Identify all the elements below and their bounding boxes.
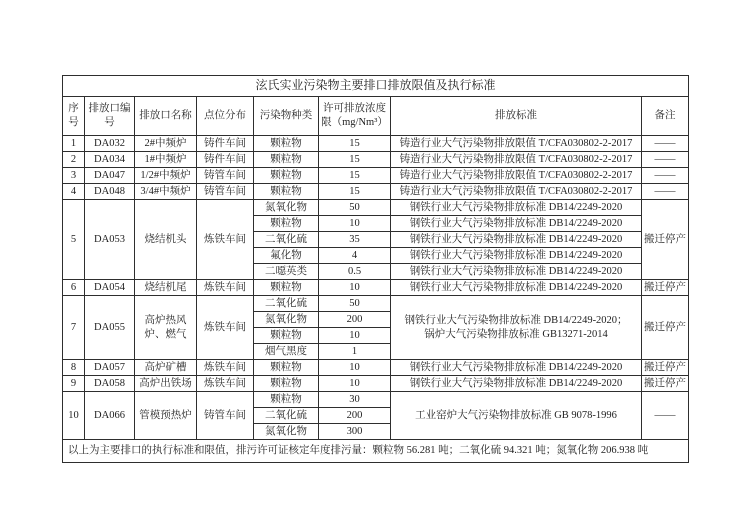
- cell-pollutant: 氮氧化物: [254, 200, 319, 216]
- cell-outlet-name: 烧结机尾: [135, 280, 197, 296]
- cell-pollutant: 颗粒物: [254, 392, 319, 408]
- cell-pollutant: 氟化物: [254, 248, 319, 264]
- cell-outlet-code: DA058: [85, 376, 135, 392]
- cell-outlet-name: 高炉热风炉、燃气: [135, 296, 197, 360]
- cell-location: 炼铁车间: [197, 296, 254, 360]
- cell-location: 炼铁车间: [197, 376, 254, 392]
- cell-seq: 9: [63, 376, 85, 392]
- cell-location: 铸件车间: [197, 136, 254, 152]
- cell-pollutant: 颗粒物: [254, 216, 319, 232]
- table-row: [63, 392, 689, 408]
- cell-standard: 钢铁行业大气污染物排放标准 DB14/2249-2020: [391, 200, 642, 216]
- cell-outlet-code: DA053: [85, 200, 135, 280]
- cell-pollutant: 二氧化硫: [254, 296, 319, 312]
- cell-pollutant: 二氧化硫: [254, 408, 319, 424]
- header-outlet-name: 排放口名称: [135, 97, 197, 136]
- cell-outlet-code: DA032: [85, 136, 135, 152]
- footer-note: 以上为主要排口的执行标准和限值，排污许可证核定年度排污量：颗粒物 56.281 吨；二氧化硫 94.321 吨；氮氧化物 206.938 吨: [63, 440, 689, 463]
- table-row: [63, 296, 689, 312]
- cell-limit: 200: [319, 408, 391, 424]
- cell-seq: 7: [63, 296, 85, 360]
- cell-standard: 钢铁行业大气污染物排放标准 DB14/2249-2020: [391, 232, 642, 248]
- header-remark: 备注: [642, 97, 689, 136]
- cell-seq: 5: [63, 200, 85, 280]
- cell-pollutant: 颗粒物: [254, 136, 319, 152]
- cell-outlet-name: 高炉矿槽: [135, 360, 197, 376]
- cell-outlet-name: 高炉出铁场: [135, 376, 197, 392]
- cell-seq: 1: [63, 136, 85, 152]
- cell-remark: 搬迁停产: [642, 296, 689, 360]
- header-location: 点位分布: [197, 97, 254, 136]
- cell-outlet-name: 1/2#中频炉: [135, 168, 197, 184]
- cell-outlet-name: 3/4#中频炉: [135, 184, 197, 200]
- cell-standard: 钢铁行业大气污染物排放标准 DB14/2249-2020: [391, 248, 642, 264]
- cell-limit: 35: [319, 232, 391, 248]
- table-row: [63, 360, 689, 376]
- cell-pollutant: 颗粒物: [254, 376, 319, 392]
- cell-standard: 工业窑炉大气污染物排放标准 GB 9078-1996: [391, 392, 642, 440]
- header-limit: 许可排放浓度限（mg/Nm³）: [319, 97, 391, 136]
- cell-seq: 6: [63, 280, 85, 296]
- cell-seq: 2: [63, 152, 85, 168]
- header-standard: 排放标准: [391, 97, 642, 136]
- cell-outlet-code: DA055: [85, 296, 135, 360]
- cell-pollutant: 二氧化硫: [254, 232, 319, 248]
- cell-limit: 15: [319, 184, 391, 200]
- cell-limit: 30: [319, 392, 391, 408]
- cell-limit: 0.5: [319, 264, 391, 280]
- cell-standard: [391, 296, 642, 360]
- cell-remark: ——: [642, 136, 689, 152]
- cell-standard: 铸造行业大气污染物排放限值 T/CFA030802-2-2017: [391, 168, 642, 184]
- cell-outlet-name: 烧结机头: [135, 200, 197, 280]
- cell-remark: 搬迁停产: [642, 280, 689, 296]
- cell-outlet-name: 1#中频炉: [135, 152, 197, 168]
- cell-remark: ——: [642, 184, 689, 200]
- cell-location: 炼铁车间: [197, 200, 254, 280]
- cell-pollutant: 烟气黑度: [254, 344, 319, 360]
- cell-limit: 300: [319, 424, 391, 440]
- cell-seq: 8: [63, 360, 85, 376]
- cell-outlet-code: DA047: [85, 168, 135, 184]
- cell-pollutant: 颗粒物: [254, 184, 319, 200]
- emission-limits-table: [62, 75, 689, 463]
- table-row: [63, 168, 689, 184]
- table-footer-row: [63, 440, 689, 463]
- table-row: [63, 136, 689, 152]
- cell-remark: 搬迁停产: [642, 360, 689, 376]
- cell-pollutant: 二噁英类: [254, 264, 319, 280]
- cell-remark: 搬迁停产: [642, 376, 689, 392]
- table-row: [63, 280, 689, 296]
- cell-standard: 钢铁行业大气污染物排放标准 DB14/2249-2020: [391, 264, 642, 280]
- header-pollutant-type: 污染物种类: [254, 97, 319, 136]
- cell-limit: 4: [319, 248, 391, 264]
- cell-seq: 10: [63, 392, 85, 440]
- cell-remark: 搬迁停产: [642, 200, 689, 280]
- cell-location: 铸管车间: [197, 168, 254, 184]
- cell-outlet-code: DA066: [85, 392, 135, 440]
- cell-limit: 50: [319, 200, 391, 216]
- table-row: [63, 376, 689, 392]
- cell-limit: 10: [319, 376, 391, 392]
- cell-outlet-name: 2#中频炉: [135, 136, 197, 152]
- cell-outlet-code: DA048: [85, 184, 135, 200]
- cell-seq: 3: [63, 168, 85, 184]
- cell-limit: 10: [319, 280, 391, 296]
- cell-pollutant: 颗粒物: [254, 360, 319, 376]
- cell-standard: 钢铁行业大气污染物排放标准 DB14/2249-2020: [391, 376, 642, 392]
- table-header-row: [63, 97, 689, 136]
- cell-location: 炼铁车间: [197, 360, 254, 376]
- standard-line: 锅炉大气污染物排放标准 GB13271-2014: [424, 328, 608, 340]
- cell-limit: 10: [319, 216, 391, 232]
- cell-remark: ——: [642, 168, 689, 184]
- cell-outlet-name: 管模预热炉: [135, 392, 197, 440]
- standard-line: 钢铁行业大气污染物排放标准 DB14/2249-2020；: [404, 314, 628, 326]
- cell-pollutant: 颗粒物: [254, 152, 319, 168]
- cell-pollutant: 颗粒物: [254, 280, 319, 296]
- cell-limit: 50: [319, 296, 391, 312]
- header-seq: 序号: [63, 97, 85, 136]
- cell-limit: 1: [319, 344, 391, 360]
- cell-limit: 15: [319, 136, 391, 152]
- cell-standard: 钢铁行业大气污染物排放标准 DB14/2249-2020: [391, 360, 642, 376]
- cell-outlet-code: DA057: [85, 360, 135, 376]
- cell-standard: 铸造行业大气污染物排放限值 T/CFA030802-2-2017: [391, 152, 642, 168]
- cell-limit: 200: [319, 312, 391, 328]
- cell-location: 铸管车间: [197, 392, 254, 440]
- cell-seq: 4: [63, 184, 85, 200]
- cell-remark: ——: [642, 392, 689, 440]
- table-row: [63, 184, 689, 200]
- cell-location: 铸件车间: [197, 152, 254, 168]
- cell-standard: 钢铁行业大气污染物排放标准 DB14/2249-2020: [391, 280, 642, 296]
- cell-limit: 10: [319, 360, 391, 376]
- table-row: [63, 200, 689, 216]
- cell-standard: 铸造行业大气污染物排放限值 T/CFA030802-2-2017: [391, 136, 642, 152]
- cell-pollutant: 颗粒物: [254, 168, 319, 184]
- cell-pollutant: 氮氧化物: [254, 312, 319, 328]
- cell-location: 铸管车间: [197, 184, 254, 200]
- table-title: 泫氏实业污染物主要排口排放限值及执行标准: [63, 76, 689, 97]
- cell-outlet-code: DA054: [85, 280, 135, 296]
- table-row: [63, 152, 689, 168]
- cell-remark: ——: [642, 152, 689, 168]
- cell-standard: 钢铁行业大气污染物排放标准 DB14/2249-2020: [391, 216, 642, 232]
- cell-limit: 10: [319, 328, 391, 344]
- cell-limit: 15: [319, 152, 391, 168]
- cell-location: 炼铁车间: [197, 280, 254, 296]
- cell-pollutant: 氮氧化物: [254, 424, 319, 440]
- cell-pollutant: 颗粒物: [254, 328, 319, 344]
- table-title-row: [63, 76, 689, 97]
- cell-limit: 15: [319, 168, 391, 184]
- cell-outlet-code: DA034: [85, 152, 135, 168]
- cell-standard: 铸造行业大气污染物排放限值 T/CFA030802-2-2017: [391, 184, 642, 200]
- header-outlet-code: 排放口编号: [85, 97, 135, 136]
